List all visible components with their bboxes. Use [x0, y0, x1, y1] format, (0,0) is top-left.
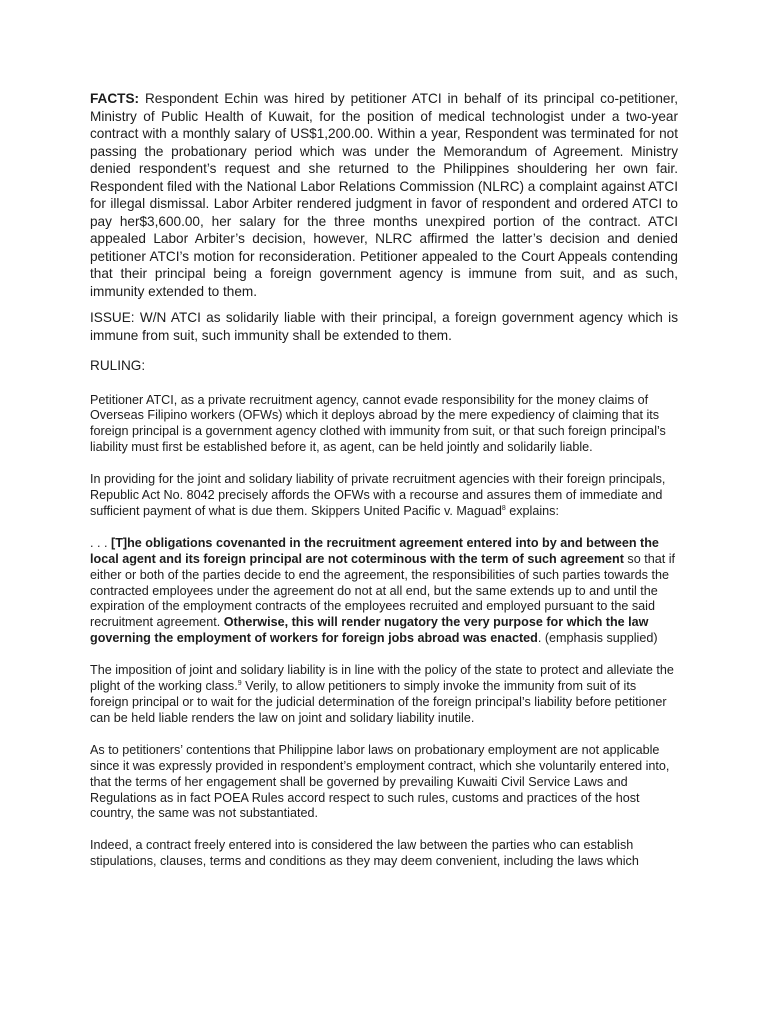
ruling-paragraph-4: As to petitioners’ contentions that Philippine labor laws on probationary employment are not applicable since it was expressly provided in respondent’s employment contract, which she voluntarily entered into, that the terms of her engagement shall be governed by prevailing Kuwaiti Civil Service Laws and Regulations as in fact POEA Rules accord respect to such rules, customs and practices of the host country, the same was not substantiated. [90, 742, 670, 821]
facts-text: Respondent Echin was hired by petitioner ATCI in behalf of its principal co-petitioner, Ministry of Public Health of Kuwait, for the position of medical technologist under a two-year contract with a monthly salary of US$1,200.00. Within a year, Respondent was terminated for not passing the probationary period which was under the Memorandum of Agreement. Ministry denied respondent’s request and she returned to the Philippines shouldering her own fair. Respondent filed with the National Labor Relations Commission (NLRC) a complaint against ATCI for illegal dismissal. Labor Arbiter rendered judgment in favor of respondent and ordered ATCI to pay her$3,600.00, her salary for the three months unexpired portion of the contract. ATCI appealed Labor Arbiter’s decision, however, NLRC affirmed the latter’s decision and denied petitioner ATCI’s motion for reconsideration. Petitioner appealed to the Court Appeals contending that their principal being a foreign government agency is immune from suit, and as such, immunity extended to them. [90, 91, 678, 299]
ruling-paragraph-5: Indeed, a contract freely entered into is considered the law between the parties who can establish stipulations, clauses, terms and conditions as they may deem convenient, including the laws which [90, 838, 639, 869]
block-quote [90, 536, 678, 647]
ruling-paragraph-3 [90, 663, 678, 727]
footnote-8: 8 [501, 504, 506, 512]
footnote-9: 9 [237, 679, 242, 687]
quote-bold-2: Otherwise, this will render nugatory the very purpose for which the law governing the employment of workers for foreign jobs abroad was enacted [90, 615, 649, 646]
document-page [90, 90, 678, 886]
facts-label: FACTS: [90, 91, 140, 106]
ruling-paragraph-2-text: In providing for the joint and solidary liability of private recruitment agencies with their foreign principals, Republic Act No. 8042 precisely affords the OFWs with a recourse and assures them of immediate and sufficient payment of what is due them. Skippers United Pacific v. Maguad [90, 472, 666, 518]
issue-paragraph: ISSUE: W/N ATCI as solidarily liable with their principal, a foreign government agency which is immune from suit, such immunity shall be extended to them. [90, 310, 678, 343]
ruling-paragraph-3-text-1: The imposition of joint and solidary liability is in line with the policy of the state to protect and alleviate the plight of the working class. [90, 663, 674, 694]
facts-paragraph [90, 90, 678, 300]
ruling-paragraph-2 [90, 472, 678, 520]
quote-plain-1: so that if either or both of the parties decide to end the agreement, the responsibilities of such parties towards the contracted employees under the agreement do not at all end, but the same extends up to and until the expiration of the employment contracts of the employees recruited and employed pursuant to the said recruitment agreement. [90, 551, 676, 630]
ruling-paragraph-1: Petitioner ATCI, as a private recruitment agency, cannot evade responsibility for the money claims of Overseas Filipino workers (OFWs) which it deploys abroad by the mere expediency of claiming that its foreign principal is a government agency clothed with immunity from suit, or that such foreign principal’s liability must first be established before it, as agent, can be held jointly and solidarily liable. [90, 392, 666, 455]
ruling-paragraph-3-text-2: Verily, to allow petitioners to simply invoke the immunity from suit of its foreign principal or to wait for the judicial determination of the foreign principal’s liability before petitioner can be held liable renders the law on joint and solidary liability inutile. [90, 679, 667, 725]
quote-plain-2: . (emphasis supplied) [537, 631, 658, 646]
ruling-heading: RULING: [90, 358, 146, 373]
quote-lead: . . . [90, 535, 111, 550]
quote-bold-1: [T]he obligations covenanted in the recruitment agreement entered into by and between the local agent and its foreign principal are not coterminous with the term of such agreement [90, 535, 659, 566]
ruling-paragraph-2-tail: explains: [505, 503, 559, 518]
